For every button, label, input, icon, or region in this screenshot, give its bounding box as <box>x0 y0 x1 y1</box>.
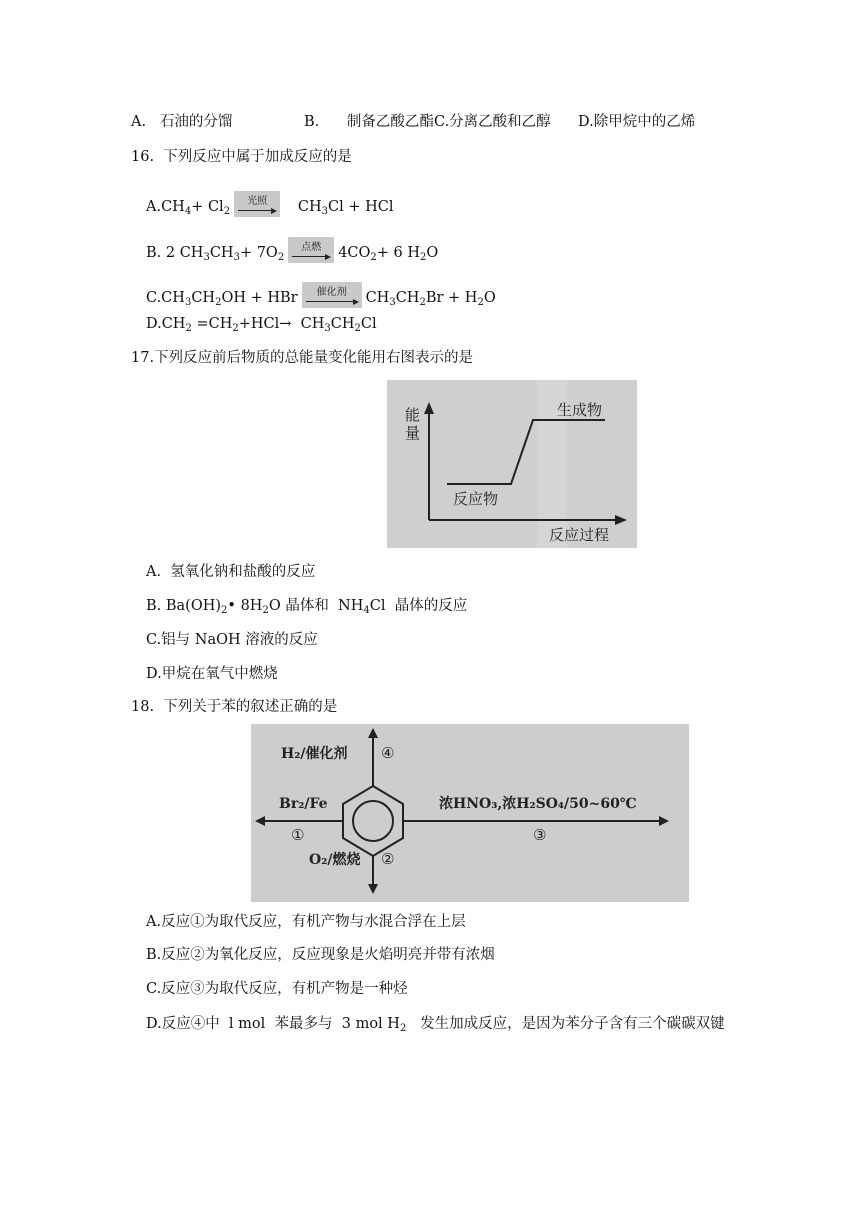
r4-label: H₂/催化剂 <box>281 746 348 762</box>
q18-option-d: D.反应④中 l mol 苯最多与 3 mol $H_2$ 发生加成反应，是因为苯分子含有三个碳碳双键 <box>146 1016 725 1034</box>
q15-option-d: D.除甲烷中的乙烯 <box>578 114 696 130</box>
q18-stem: 18. 下列关于苯的叙述正确的是 <box>131 699 338 715</box>
q17-option-d: D.甲烷在氧气中燃烧 <box>146 666 278 682</box>
r1-num: ① <box>291 826 305 844</box>
q17-option-a: A. 氢氧化钠和盐酸的反应 <box>146 564 316 580</box>
r3-num: ③ <box>533 826 547 844</box>
y-label-1: 能 <box>405 406 421 424</box>
q16-option-a: $A.CH_4+ Cl_2$ 光照 $CH_3Cl$ + HCl <box>146 191 394 222</box>
q17-option-b: B. $Ba(OH)_2•$ $8H_2O$ 晶体和 $NH_4Cl$ 晶体的反应 <box>146 598 468 616</box>
q16-stem: 16. 下列反应中属于加成反应的是 <box>131 149 352 165</box>
r3-label: 浓HNO₃,浓H₂SO₄/50~60℃ <box>439 796 637 812</box>
q18-option-b: B.反应②为氧化反应，反应现象是火焰明亮并带有浓烟 <box>146 947 495 963</box>
q18-option-a: A.反应①为取代反应，有机产物与水混合浮在上层 <box>146 914 466 930</box>
r4-num: ④ <box>381 744 395 762</box>
q15-option-b: B. 制备乙酸乙酯 <box>304 114 434 130</box>
benzene-reaction-diagram <box>251 724 689 902</box>
q17-option-c: C.铝与 NaOH 溶液的反应 <box>146 632 318 648</box>
q18-option-c: C.反应③为取代反应，有机产物是一种烃 <box>146 981 408 997</box>
q17-stem: 17.下列反应前后物质的总能量变化能用右图表示的是 <box>131 350 474 366</box>
reaction-condition-arrow: 点燃 <box>288 237 334 263</box>
r2-label: O₂/燃烧 <box>309 852 361 868</box>
q16-option-d: $D.CH_2 =CH_2+HCl\to CH_3CH_2Cl$ <box>146 316 377 334</box>
reaction-condition-arrow: 催化剂 <box>302 282 362 308</box>
reactant-label: 反应物 <box>453 490 499 508</box>
product-label: 生成物 <box>557 401 603 419</box>
r2-num: ② <box>381 850 395 868</box>
reaction-condition-arrow: 光照 <box>234 191 280 217</box>
q16-option-c: $C.CH_3CH_2OH$ + HBr 催化剂 $CH_3CH_2Br + H_2O$ <box>146 282 496 313</box>
q16-option-b: B. 2 $CH_3CH_3+ 7O_2$ 点燃 $4CO_2+ 6$ $H_2O$ <box>146 237 438 268</box>
energy-diagram <box>387 380 637 548</box>
r1-label: Br₂/Fe <box>279 796 328 812</box>
q15-option-a: A. 石油的分馏 <box>131 114 233 130</box>
x-label: 反应过程 <box>549 526 610 544</box>
y-label-2: 量 <box>405 424 421 442</box>
q15-option-c: C.分离乙酸和乙醇 <box>434 114 551 130</box>
